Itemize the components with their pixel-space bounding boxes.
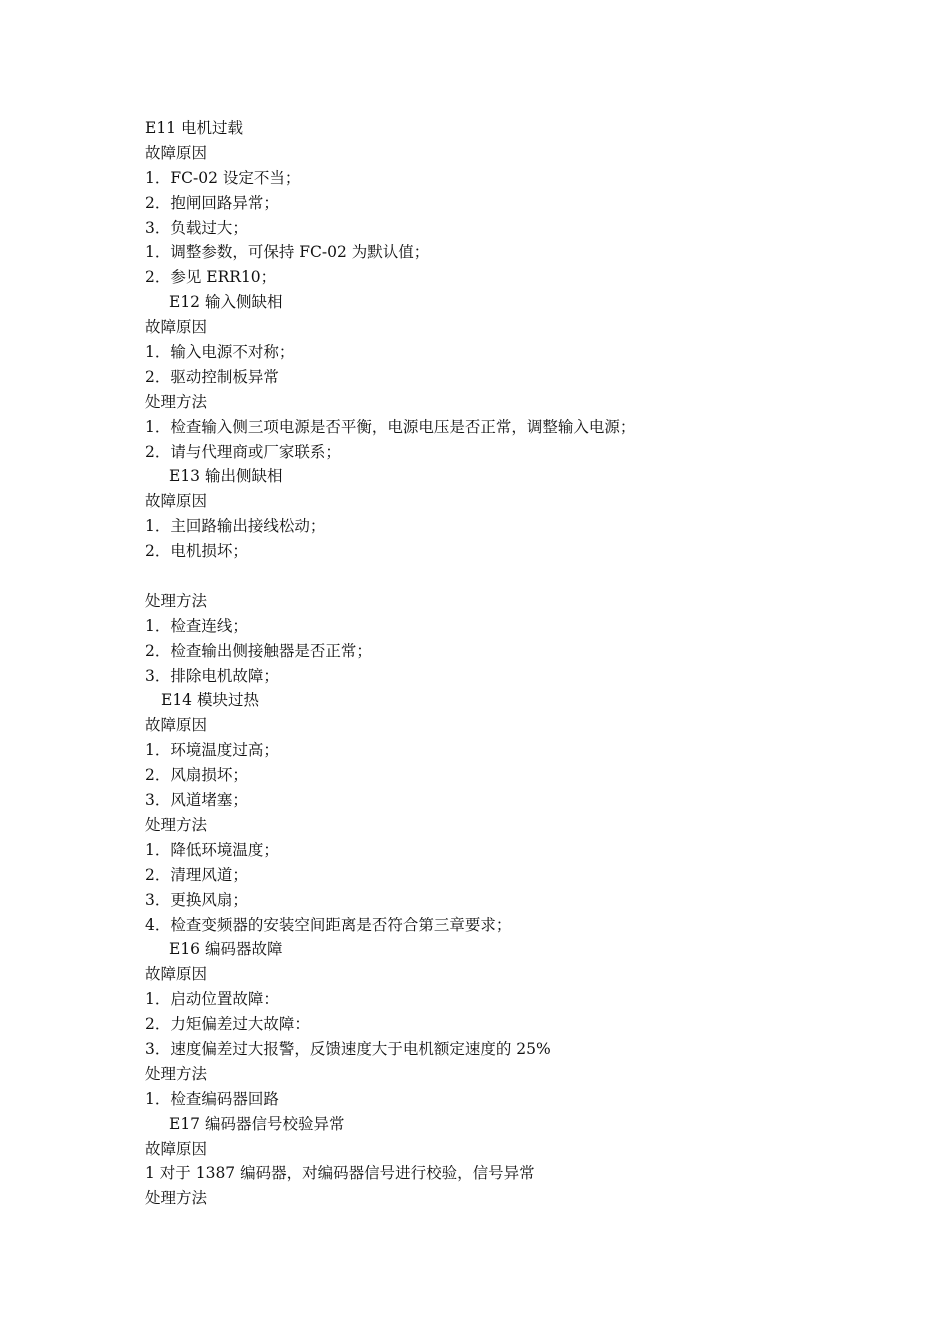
list-item: 2．力矩偏差过大故障： (145, 1015, 310, 1034)
fault-heading-e11: E11 电机过载 (145, 119, 243, 137)
section-label: 故障原因 (145, 1139, 208, 1158)
fault-heading-e16: E16 编码器故障 (169, 940, 283, 959)
list-item: 2．驱动控制板异常 (145, 367, 279, 386)
list-item: 1．调整参数，可保持 FC-02 为默认值； (145, 243, 430, 262)
list-item: 3．速度偏差过大报警，反馈速度大于电机额定速度的 25% (145, 1039, 551, 1058)
list-item: 1．环境温度过高； (145, 741, 279, 760)
section-label: 故障原因 (145, 143, 208, 162)
list-item: 1．主回路输出接线松动； (145, 517, 326, 536)
list-item: 3．风道堵塞； (145, 791, 248, 810)
fault-heading-e12: E12 输入侧缺相 (169, 293, 283, 312)
list-item: 4．检查变频器的安装空间距离是否符合第三章要求； (145, 915, 512, 934)
fault-heading-e17: E17 编码器信号校验异常 (169, 1114, 345, 1133)
section-label: 处理方法 (145, 392, 208, 411)
list-item: 1．检查输入侧三项电源是否平衡，电源电压是否正常，调整输入电源； (145, 417, 636, 436)
fault-heading-e13: E13 输出侧缺相 (169, 467, 283, 486)
fault-heading-e14: E14 模块过热 (161, 691, 259, 710)
section-label: 处理方法 (145, 1189, 208, 1208)
section-label: 处理方法 (145, 591, 208, 610)
list-item: 2．检查输出侧接触器是否正常； (145, 641, 372, 660)
document-body (145, 116, 905, 1211)
list-item: 2．电机损坏； (145, 542, 248, 561)
section-label: 故障原因 (145, 716, 208, 735)
section-label: 处理方法 (145, 1064, 208, 1083)
list-item: 1．输入电源不对称； (145, 343, 295, 362)
list-item: 2．参见 ERR10； (145, 268, 277, 287)
list-item: 3．更换风扇； (145, 890, 248, 909)
list-item: 1．检查编码器回路 (145, 1089, 279, 1108)
list-item: 1．FC-02 设定不当； (145, 168, 301, 187)
list-item: 2．抱闸回路异常； (145, 193, 279, 212)
section-label: 故障原因 (145, 965, 208, 984)
list-item: 1．检查连线； (145, 616, 248, 635)
list-item: 1．启动位置故障： (145, 990, 279, 1009)
list-item: 1．降低环境温度； (145, 840, 279, 859)
section-label: 处理方法 (145, 815, 208, 834)
list-item: 2．请与代理商或厂家联系； (145, 442, 341, 461)
section-label: 故障原因 (145, 318, 208, 337)
list-item: 1 对于 1387 编码器，对编码器信号进行校验，信号异常 (145, 1164, 535, 1183)
blank-line (145, 564, 905, 589)
list-item: 3．排除电机故障； (145, 666, 279, 685)
list-item: 2．清理风道； (145, 865, 248, 884)
list-item: 2．风扇损坏； (145, 766, 248, 785)
list-item: 3．负载过大； (145, 218, 248, 237)
section-label: 故障原因 (145, 492, 208, 511)
